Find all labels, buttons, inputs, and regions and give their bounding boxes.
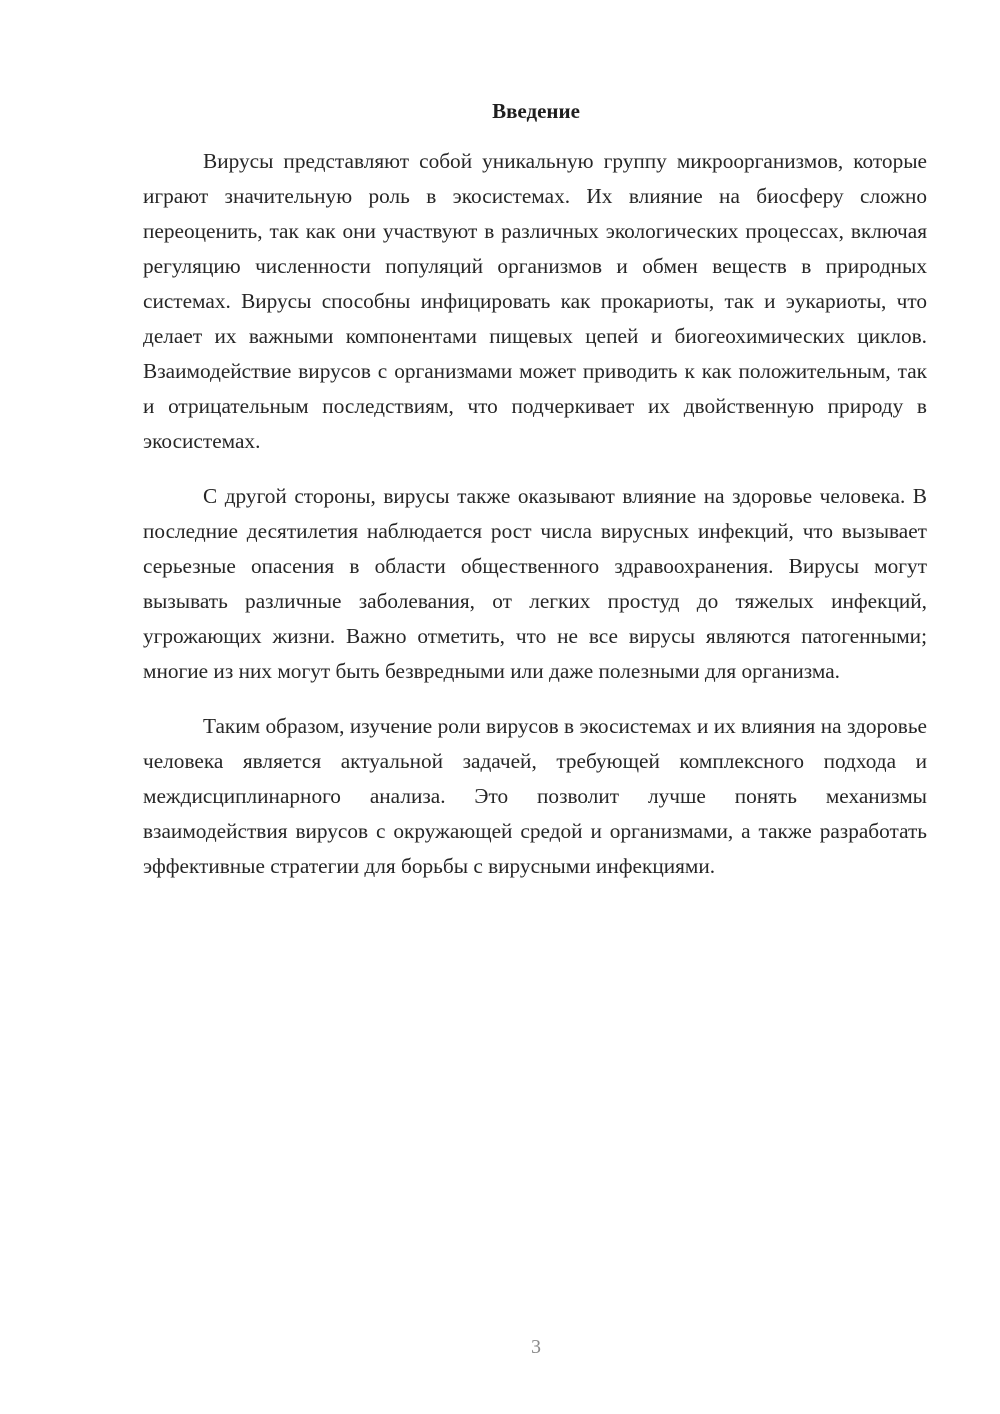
paragraph-3: Таким образом, изучение роли вирусов в экосистемах и их влияния на здоровье человека является актуальной задачей, требующей комплексного подхода и междисциплинарного анализа. Это позволит лучше понять механизмы взаимодействия вирусов с окружающей средой и организмами, а также разработать эффективные стратегии для борьбы с вирусными инфекциями.	[143, 714, 927, 878]
paragraph-2: С другой стороны, вирусы также оказывают влияние на здоровье человека. В последние десятилетия наблюдается рост числа вирусных инфекций, что вызывает серьезные опасения в области общественного здравоохранения. Вирусы могут вызывать различные заболевания, от легких простуд до тяжелых инфекций, угрожающих жизни. Важно отметить, что не все вирусы являются патогенными; многие из них могут быть безвредными или даже полезными для организма.	[143, 484, 927, 683]
paragraph-1: Вирусы представляют собой уникальную группу микроорганизмов, которые играют значительную роль в экосистемах. Их влияние на биосферу сложно переоценить, так как они участвуют в различных экологических процессах, включая регуляцию численности популяций организмов и обмен веществ в природных системах. Вирусы способны инфицировать как прокариоты, так и эукариоты, что делает их важными компонентами пищевых цепей и биогеохимических циклов. Взаимодействие вирусов с организмами может приводить к как положительным, так и отрицательным последствиям, что подчеркивает их двойственную природу в экосистемах.	[143, 149, 927, 453]
body-text	[143, 144, 927, 884]
page-title: Введение	[492, 99, 580, 123]
page-number: 3	[531, 1336, 541, 1358]
